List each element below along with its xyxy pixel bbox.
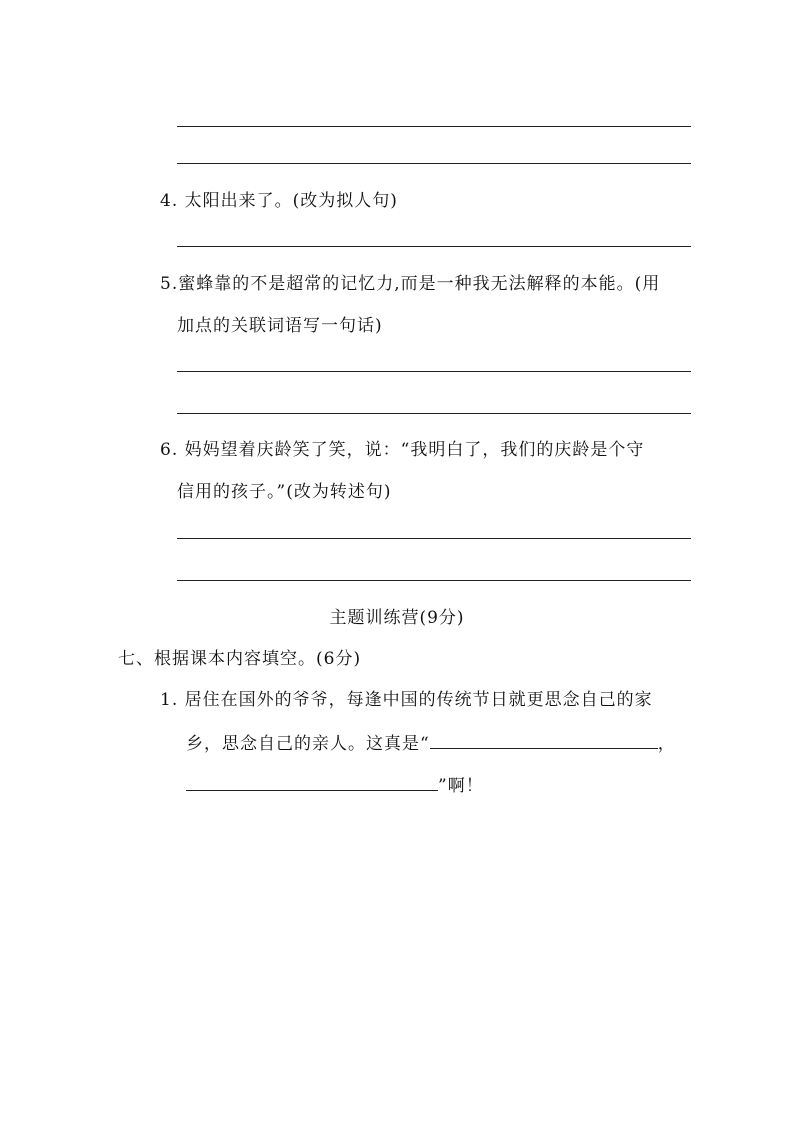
question-6-line2: 信用的孩子。”(改为转述句) xyxy=(177,482,392,502)
answer-line[interactable] xyxy=(177,126,691,127)
question-4-text: 太阳出来了。(改为拟人句) xyxy=(184,191,398,211)
question-4 xyxy=(160,191,398,211)
section-title: 主题训练营(9分) xyxy=(329,608,465,628)
answer-line[interactable] xyxy=(177,413,691,414)
item-1-line2-suffix: ， xyxy=(657,734,676,754)
question-5-line1: 5.蜜蜂靠的不是超常的记忆力,而是一种我无法解释的本能。(用 xyxy=(160,274,661,294)
answer-line[interactable] xyxy=(177,538,691,539)
section-7-item-1-line2 xyxy=(186,734,676,754)
question-5-line2: 加点的关联词语写一句话) xyxy=(177,316,383,336)
section-7-heading: 七、根据课本内容填空。(6分) xyxy=(118,649,362,669)
question-4-number: 4. xyxy=(160,191,179,211)
item-1-line2-text: 乡，思念自己的亲人。这真是“ xyxy=(186,734,430,754)
section-7-item-1-line3 xyxy=(186,776,484,796)
fill-blank-1[interactable] xyxy=(430,734,658,749)
answer-line[interactable] xyxy=(177,163,691,164)
answer-line[interactable] xyxy=(177,371,691,372)
fill-blank-2[interactable] xyxy=(186,776,438,791)
answer-line[interactable] xyxy=(177,246,691,247)
answer-line[interactable] xyxy=(177,580,691,581)
question-6-line1: 6. 妈妈望着庆龄笑了笑，说：“我明白了，我们的庆龄是个守 xyxy=(160,440,645,460)
item-1-line3-suffix: ”啊！ xyxy=(438,776,484,796)
section-7-item-1-line1: 1. 居住在国外的爷爷，每逢中国的传统节日就更思念自己的家 xyxy=(160,690,653,710)
